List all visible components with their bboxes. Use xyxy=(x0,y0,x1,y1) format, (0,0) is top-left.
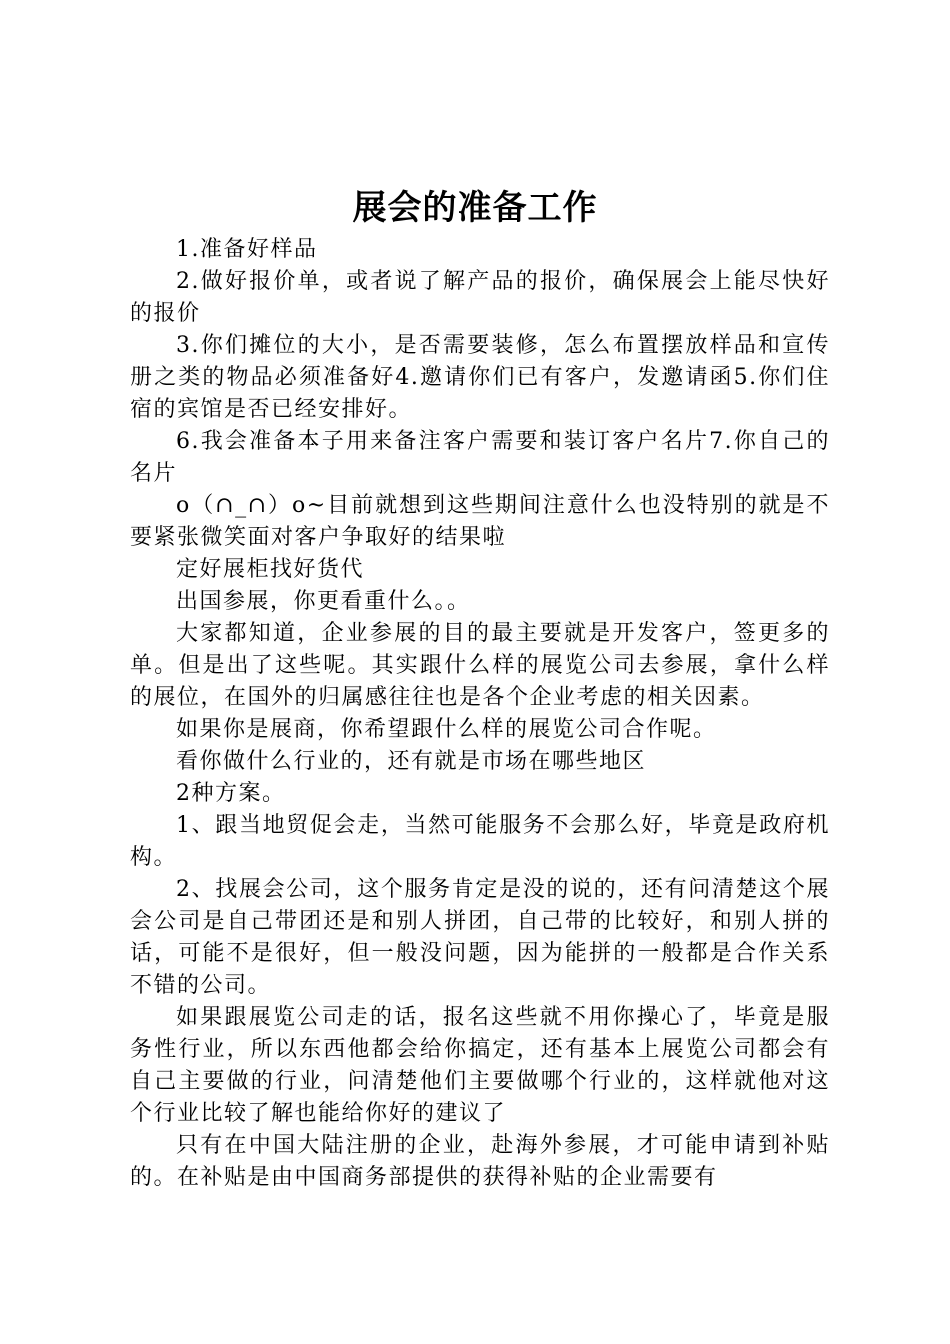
paragraph: 2.做好报价单，或者说了解产品的报价，确保展会上能尽快好的报价 xyxy=(130,269,830,326)
document-title: 展会的准备工作 xyxy=(352,188,598,228)
document-body xyxy=(130,234,830,1194)
paragraph: 1.准备好样品 xyxy=(176,237,318,262)
paragraph: 1、跟当地贸促会走，当然可能服务不会那么好，毕竟是政府机构。 xyxy=(130,813,830,870)
paragraph: 2种方案。 xyxy=(176,781,286,806)
paragraph: 如果跟展览公司走的话，报名这些就不用你操心了，毕竟是服务性行业，所以东西他都会给你搞定，还有基本上展览公司都会有自己主要做的行业，问清楚他们主要做哪个行业的，这样就他对这个行业比较了解也能给你好的建议了 xyxy=(130,1005,830,1126)
paragraph: 出国参展，你更看重什么。。 xyxy=(176,589,471,614)
paragraph: 看你做什么行业的，还有就是市场在哪些地区 xyxy=(176,749,647,774)
paragraph: 只有在中国大陆注册的企业，赴海外参展，才可能申请到补贴的。在补贴是由中国商务部提供的获得补贴的企业需要有 xyxy=(130,1133,830,1190)
paragraph: 如果你是展商，你希望跟什么样的展览公司合作呢。 xyxy=(176,717,717,742)
paragraph: o（∩_∩）o~目前就想到这些期间注意什么也没特别的就是不要紧张微笑面对客户争取好的结果啦 xyxy=(130,493,830,550)
paragraph: 大家都知道，企业参展的目的最主要就是开发客户，签更多的单。但是出了这些呢。其实跟什么样的展览公司去参展，拿什么样的展位，在国外的归属感往往也是各个企业考虑的相关因素。 xyxy=(130,621,830,710)
paragraph: 6.我会准备本子用来备注客户需要和装订客户名片7.你自己的名片 xyxy=(130,429,830,486)
paragraph: 3.你们摊位的大小，是否需要装修，怎么布置摆放样品和宣传册之类的物品必须准备好4.邀请你们已有客户，发邀请函5.你们住宿的宾馆是否已经安排好。 xyxy=(130,333,830,422)
paragraph: 2、找展会公司，这个服务肯定是没的说的，还有问清楚这个展会公司是自己带团还是和别人拼团，自己带的比较好，和别人拼的话，可能不是很好，但一般没问题，因为能拼的一般都是合作关系不错的公司。 xyxy=(130,877,830,998)
paragraph: 定好展柜找好货代 xyxy=(176,557,365,582)
